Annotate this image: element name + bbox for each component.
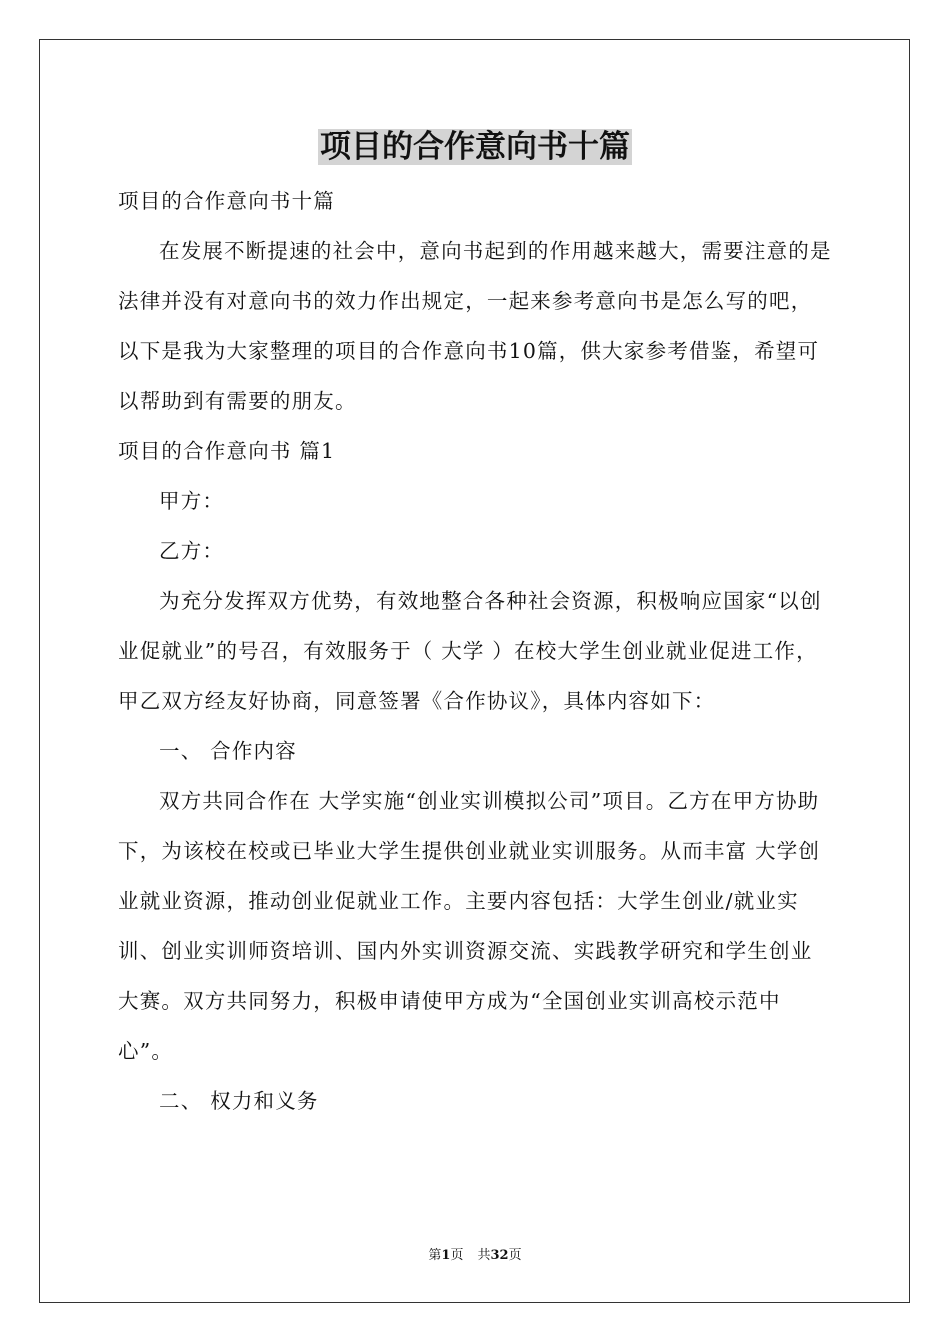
document-title bbox=[0, 124, 950, 170]
current-page-number: 1 bbox=[441, 1248, 451, 1263]
paragraph: 项目的合作意向书十篇 bbox=[118, 189, 335, 213]
clause-heading: 一、 合作内容 bbox=[159, 739, 297, 763]
paragraph: 双方共同合作在 大学实施“创业实训模拟公司”项目。乙方在甲方协助下，为该校在校或已毕业大学生提供创业就业实训服务。从而丰富 大学创业就业资源，推动创业促就业工作。主要内容包括：大学生创业/就业实训、创业实训师资培训、国内外实训资源交流、实践教学研究和学生创业大赛。双方共同努力，积极申请使甲方成为“全国创业实训高校示范中心”。 bbox=[118, 789, 821, 1063]
clause-heading: 二、 权力和义务 bbox=[159, 1089, 319, 1113]
document-body bbox=[118, 176, 834, 1126]
total-page-number: 32 bbox=[490, 1248, 509, 1263]
page-footer bbox=[0, 1246, 950, 1266]
page-prefix: 第 bbox=[428, 1248, 442, 1263]
party-a-label: 甲方： bbox=[159, 489, 225, 513]
section-heading: 项目的合作意向书 篇1 bbox=[118, 439, 336, 463]
party-b-label: 乙方： bbox=[159, 539, 225, 563]
document-title-text: 项目的合作意向书十篇 bbox=[320, 129, 630, 165]
page-suffix: 页 bbox=[450, 1248, 464, 1263]
paragraph: 在发展不断提速的社会中，意向书起到的作用越来越大，需要注意的是法律并没有对意向书的效力作出规定，一起来参考意向书是怎么写的吧，以下是我为大家整理的项目的合作意向书10篇，供大家参考借鉴，希望可以帮助到有需要的朋友。 bbox=[118, 239, 832, 413]
total-prefix: 共 bbox=[477, 1248, 491, 1263]
total-suffix: 页 bbox=[508, 1248, 522, 1263]
paragraph: 为充分发挥双方优势，有效地整合各种社会资源，积极响应国家“以创业促就业”的号召，有效服务于（ 大学 ）在校大学生创业就业促进工作，甲乙双方经友好协商，同意签署《合作协议》，具体内容如下： bbox=[118, 589, 822, 713]
